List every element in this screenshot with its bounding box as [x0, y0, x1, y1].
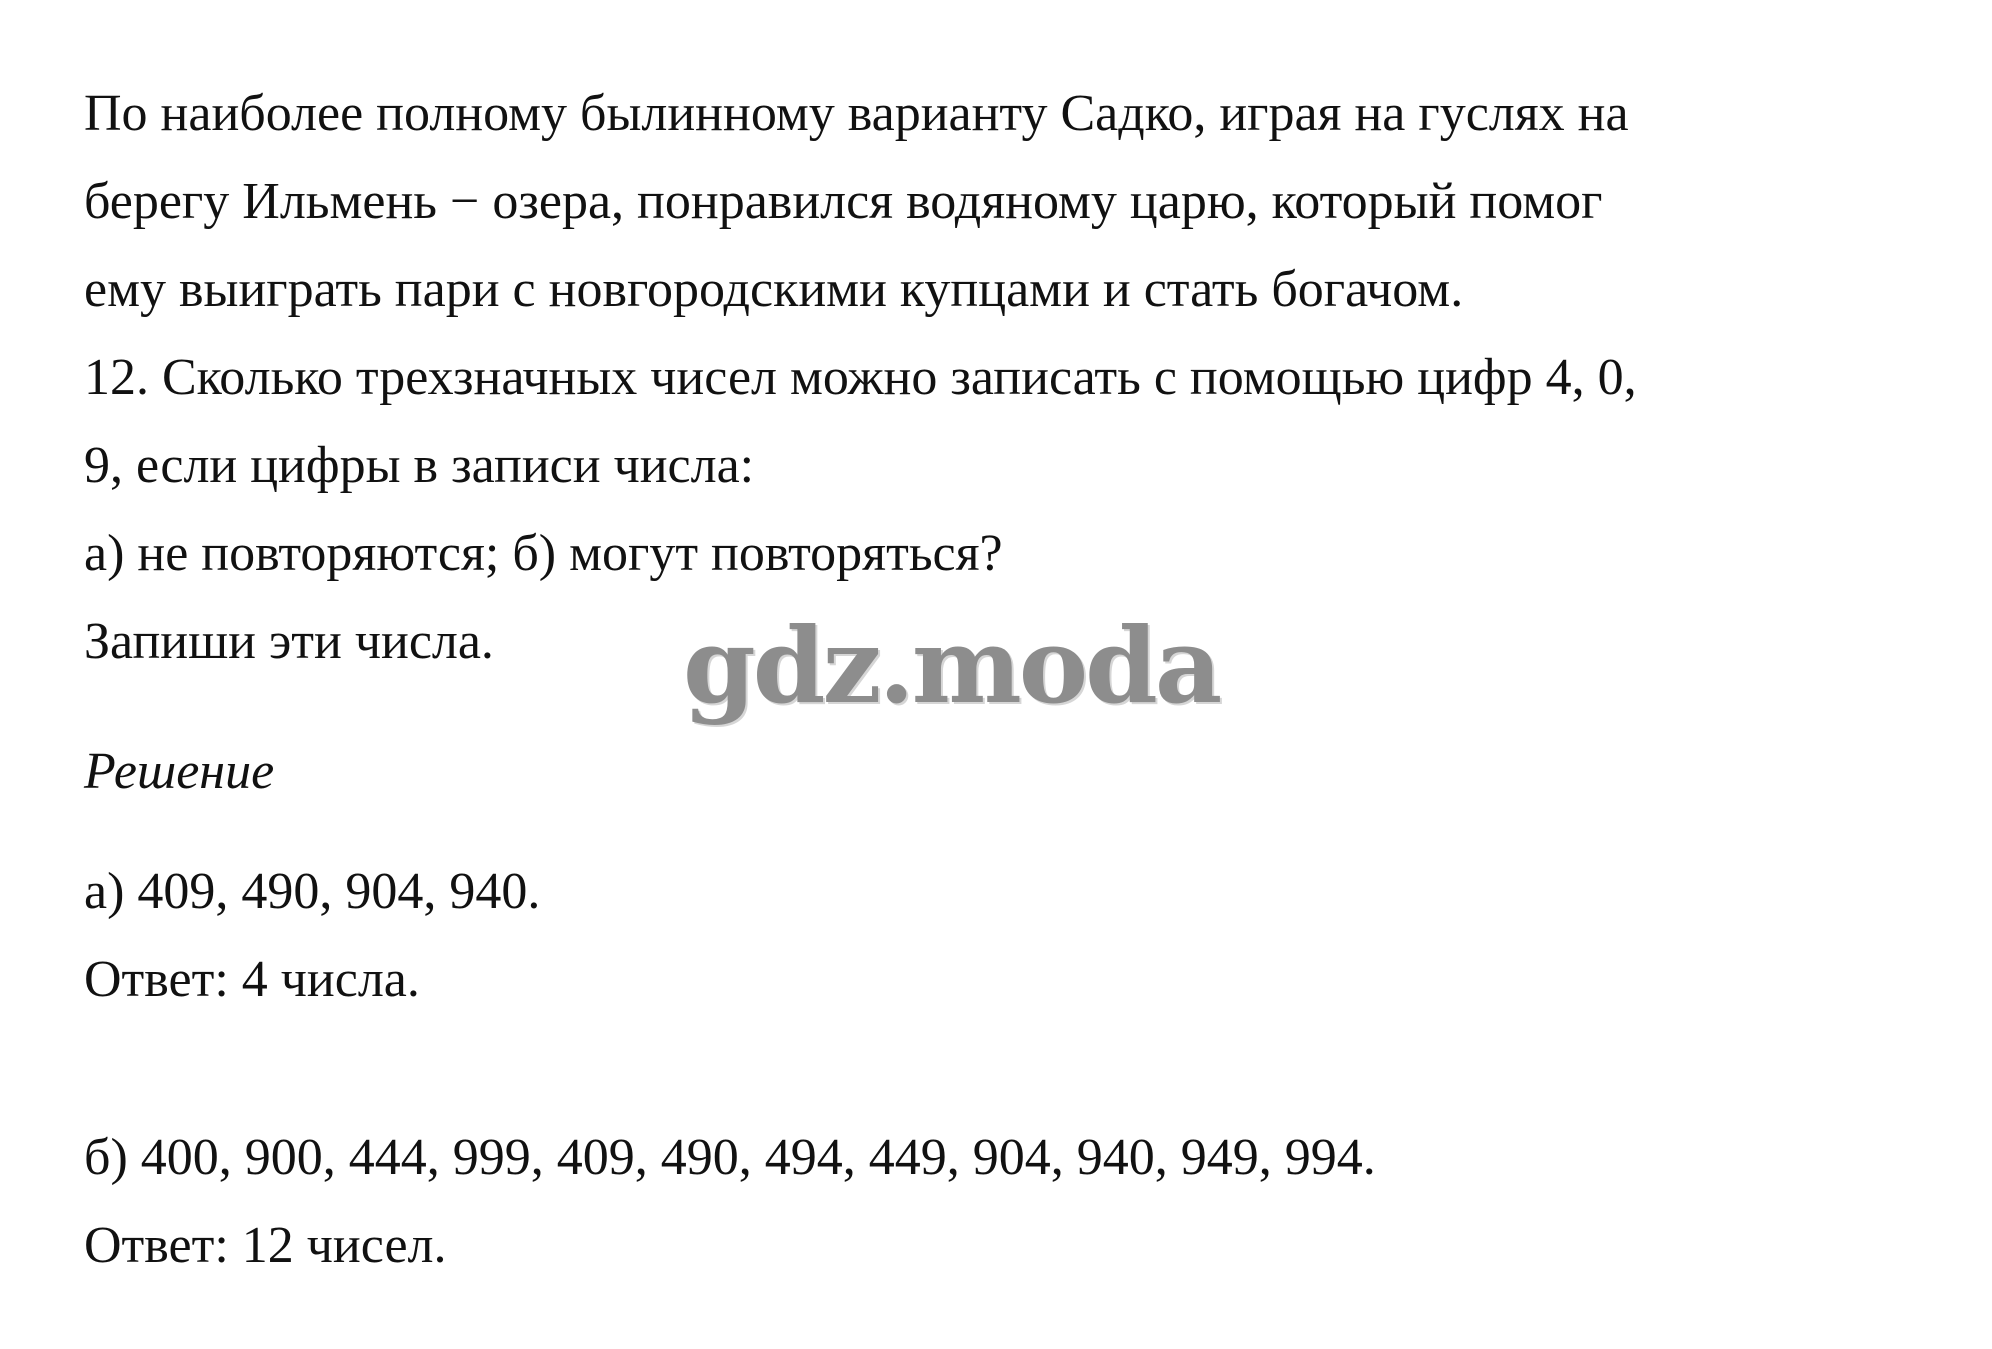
watermark-logo: gdz.moda — [683, 604, 1220, 727]
intro-line-2: берегу Ильмень − озера, понравился водяному царю, который помог — [84, 173, 1603, 230]
solution-b-numbers: б) 400, 900, 444, 999, 409, 490, 494, 449, 904, 940, 949, 994. — [84, 1129, 1376, 1186]
task-line-2: 9, если цифры в записи числа: — [84, 437, 755, 494]
intro-line-1: По наиболее полному былинному варианту Садко, играя на гуслях на — [84, 85, 1629, 142]
intro-line-3: ему выиграть пари с новгородскими купцами и стать богачом. — [84, 261, 1464, 318]
solution-b-answer: Ответ: 12 чисел. — [84, 1217, 447, 1274]
task-line-3: а) не повторяются; б) могут повторяться? — [84, 525, 1003, 582]
task-line-4: Запиши эти числа. — [84, 613, 494, 670]
solution-a-numbers: а) 409, 490, 904, 940. — [84, 863, 541, 920]
solution-a-answer: Ответ: 4 числа. — [84, 951, 420, 1008]
solution-heading: Решение — [84, 743, 275, 800]
task-line-1: 12. Сколько трехзначных чисел можно записать с помощью цифр 4, 0, — [84, 349, 1637, 406]
